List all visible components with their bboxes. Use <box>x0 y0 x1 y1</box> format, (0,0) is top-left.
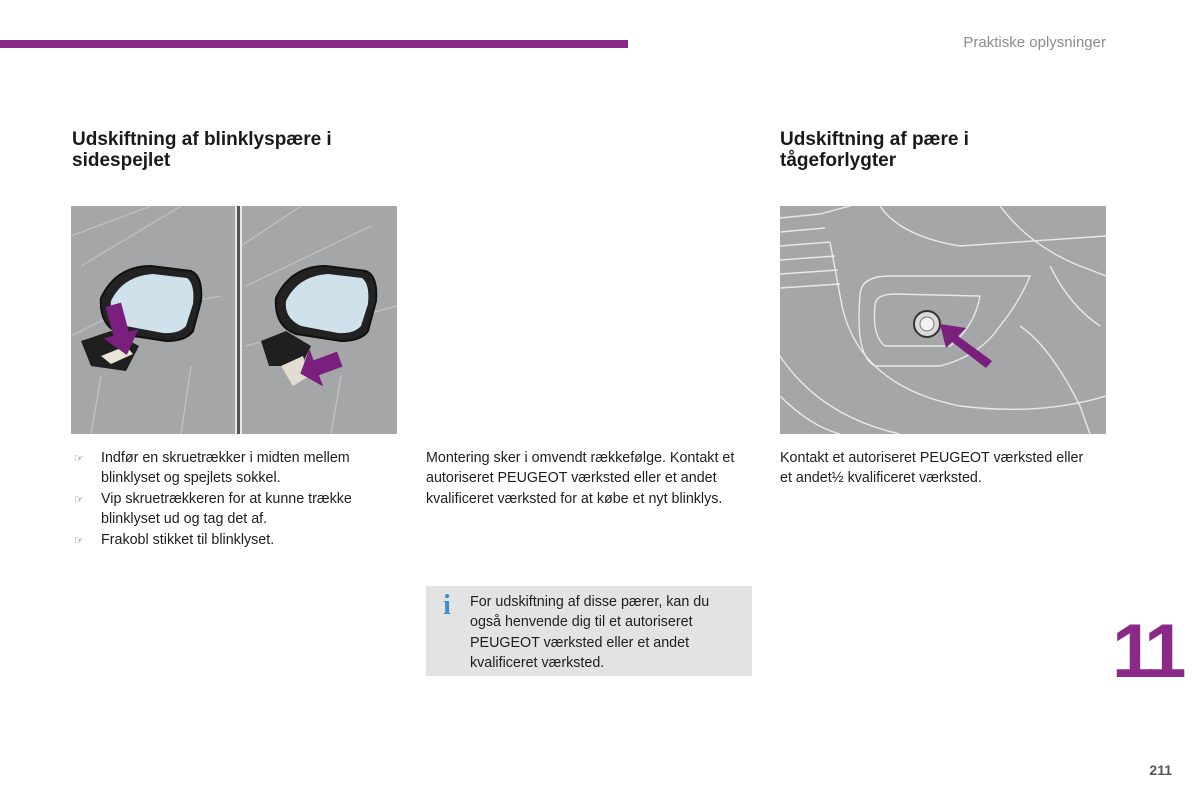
chapter-number: 11 <box>1112 609 1181 694</box>
list-item: ☞ Indfør en skruetrækker i midten mellem blinklyset og spejlets sokkel. <box>74 450 350 487</box>
list-item: ☞ Vip skruetrækkeren for at kunne trække blinklyset ud og tag det af. <box>74 490 352 528</box>
info-icon: i <box>443 590 451 621</box>
pointing-hand-icon: ☞ <box>74 453 84 465</box>
page-number: 211 <box>1149 762 1172 778</box>
info-text: For udskiftning af disse pærer, kan du også henvende dig til et autoriseret PEUGEOT værksted eller et andet kvalificeret værksted. <box>470 594 710 672</box>
side-mirror-turn-signal-illustration <box>71 206 397 434</box>
fog-light-bumper-illustration <box>780 206 1106 434</box>
info-box <box>426 586 752 676</box>
pointing-hand-icon: ☞ <box>74 493 84 506</box>
pointing-hand-icon: ☞ <box>74 534 84 547</box>
section-title-mirror-indicator: Udskiftning af blinklyspære i sidespejlet <box>72 129 332 171</box>
section-title-fog-light: Udskiftning af pære i tågeforlygter <box>780 129 969 171</box>
chapter-title: Praktiske oplysninger <box>963 34 1106 51</box>
list-item: ☞ Frakobl stikket til blinklyset. <box>72 530 382 550</box>
fog-light-text: Kontakt et autoriseret PEUGEOT værksted eller et andet½ kvalificeret værksted. <box>780 450 1084 487</box>
reassembly-text: Montering sker i omvendt rækkefølge. Kontakt et autoriseret PEUGEOT værksted eller et andet kvalificeret værksted for at købe et nyt blinklys. <box>426 450 735 507</box>
header-accent-bar <box>0 40 628 48</box>
mirror-instructions <box>72 448 382 550</box>
